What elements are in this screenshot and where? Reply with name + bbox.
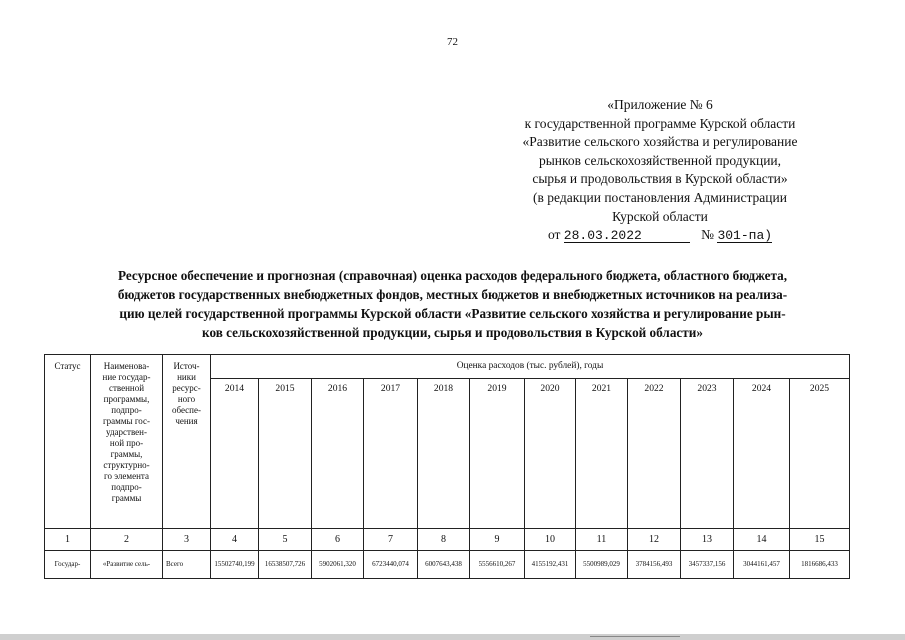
value-cell: 15502740,199 — [211, 551, 259, 579]
year-header: 2019 — [470, 379, 525, 529]
header-name: Наименова- ние государ- ственной программы, подпро- граммы гос- ударствен- ной про- граммы, структурно- го элемента подпро- граммы — [91, 355, 163, 529]
column-index: 6 — [312, 529, 364, 551]
header-group-expenses: Оценка расходов (тыс. рублей), годы — [211, 355, 850, 379]
year-header: 2014 — [211, 379, 259, 529]
year-header: 2018 — [418, 379, 470, 529]
year-header: 2021 — [576, 379, 628, 529]
year-header: 2024 — [734, 379, 790, 529]
column-index: 9 — [470, 529, 525, 551]
value-cell: 1816686,433 — [790, 551, 850, 579]
appendix-line: к государственной программе Курской области — [524, 115, 796, 131]
column-index: 5 — [259, 529, 312, 551]
header-source: Источ- ники ресурс- ного обеспе- чения — [163, 355, 211, 529]
resource-table — [44, 354, 850, 579]
column-index: 7 — [364, 529, 418, 551]
year-header: 2020 — [525, 379, 576, 529]
year-header: 2016 — [312, 379, 364, 529]
value-cell: 6723440,074 — [364, 551, 418, 579]
appendix-note — [480, 96, 840, 245]
page-number: 72 — [447, 36, 458, 48]
year-header: 2022 — [628, 379, 681, 529]
appendix-line: рынков сельскохозяйственной продукции, — [538, 152, 782, 168]
table-row — [45, 551, 850, 579]
appendix-line: Курской области — [612, 208, 708, 224]
column-index: 11 — [576, 529, 628, 551]
column-index: 3 — [163, 529, 211, 551]
year-header: 2023 — [681, 379, 734, 529]
column-index: 12 — [628, 529, 681, 551]
decree-number: 301-па) — [717, 228, 773, 244]
value-cell: 3457337,156 — [681, 551, 734, 579]
page-bottom-mark — [590, 636, 680, 637]
header-status: Статус — [45, 355, 91, 529]
value-cell: 3784156,493 — [628, 551, 681, 579]
row-status: Государ- — [45, 551, 91, 579]
column-index: 15 — [790, 529, 850, 551]
appendix-line: (в редакции постановления Администрации — [533, 189, 787, 205]
column-index: 1 — [45, 529, 91, 551]
row-name: «Развитие сель- — [91, 551, 163, 579]
column-index: 13 — [681, 529, 734, 551]
title-line: цию целей государственной программы Курской области «Развитие сельского хозяйства и регулирование рын- — [119, 306, 786, 321]
value-cell: 16538507,726 — [259, 551, 312, 579]
column-index: 4 — [211, 529, 259, 551]
row-source: Всего — [163, 551, 211, 579]
appendix-line: сырья и продовольствия в Курской области» — [532, 171, 788, 187]
appendix-date-line — [480, 226, 840, 245]
value-cell: 3044161,457 — [734, 551, 790, 579]
value-cell: 5500989,029 — [576, 551, 628, 579]
decree-date: 28.03.2022 — [564, 229, 690, 243]
title-line: ков сельскохозяйственной продукции, сырья и продовольствия в Курской области» — [202, 325, 703, 340]
column-index: 2 — [91, 529, 163, 551]
title-line: бюджетов государственных внебюджетных фондов, местных бюджетов и внебюджетных источников на реализа- — [117, 287, 788, 302]
page-bottom-edge — [0, 634, 905, 640]
appendix-line: «Развитие сельского хозяйства и регулирование — [522, 134, 798, 150]
value-cell: 5902061,320 — [312, 551, 364, 579]
year-header: 2015 — [259, 379, 312, 529]
number-prefix: № — [701, 227, 715, 243]
year-header: 2025 — [790, 379, 850, 529]
value-cell: 4155192,431 — [525, 551, 576, 579]
value-cell: 5556610,267 — [470, 551, 525, 579]
column-index: 10 — [525, 529, 576, 551]
year-header: 2017 — [364, 379, 418, 529]
date-prefix: от — [547, 227, 561, 243]
appendix-line: «Приложение № 6 — [607, 97, 713, 112]
column-index: 14 — [734, 529, 790, 551]
title-line: Ресурсное обеспечение и прогнозная (справочная) оценка расходов федерального бюджета, областного бюджета, — [118, 268, 787, 283]
column-index: 8 — [418, 529, 470, 551]
value-cell: 6007643,438 — [418, 551, 470, 579]
document-title — [55, 266, 850, 342]
